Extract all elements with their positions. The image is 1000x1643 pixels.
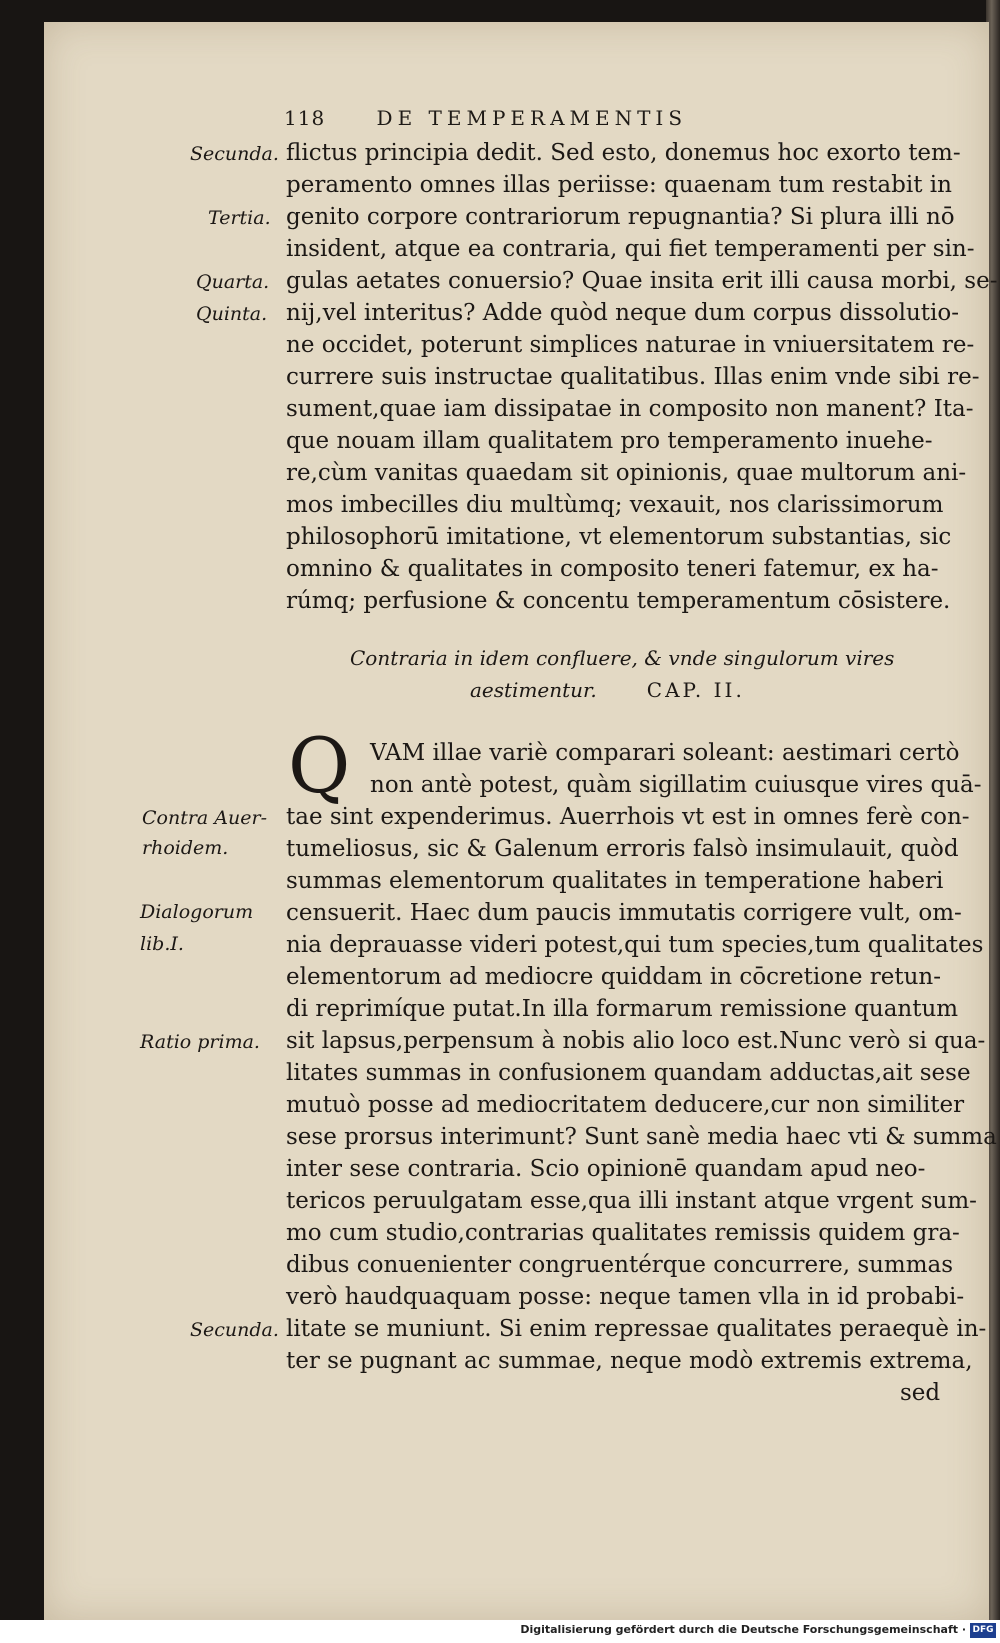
text-line: dibus conuenienter congruentérque concurrere, summas xyxy=(286,1252,954,1278)
text-line: nij,vel interitus? Adde quòd neque dum corpus dissolutio- xyxy=(286,300,959,326)
text-line: ne occidet, poterunt simplices naturae in vniuersitatem re- xyxy=(286,332,975,358)
text-line: peramento omnes illas periisse: quaenam tum restabit in xyxy=(286,172,952,198)
text-line: genito corpore contrariorum repugnantia? Si plura illi nō xyxy=(286,204,955,230)
text-line: gulas aetates conuersio? Quae insita erit illi causa morbi, se- xyxy=(286,268,998,294)
catchword: sed xyxy=(900,1380,941,1406)
margin-note: Contra Auer- xyxy=(142,807,268,829)
footer-credit: Digitalisierung gefördert durch die Deutsche Forschungsgemeinschaft · xyxy=(520,1623,966,1636)
drop-cap: Q xyxy=(288,721,351,810)
text-line: sument,quae iam dissipatae in composito non manent? Ita- xyxy=(286,396,974,422)
margin-note: Secunda. xyxy=(190,1319,279,1341)
text-line: mos imbecilles diu multùmq; vexauit, nos clarissimorum xyxy=(286,492,944,518)
text-line: di reprimíque putat.In illa formarum remissione quantum xyxy=(286,996,959,1022)
chapter-title: Contraria in idem confluere, & vnde singulorum vires xyxy=(350,646,895,670)
text-line: censuerit. Haec dum paucis immutatis corrigere vult, om- xyxy=(286,900,962,926)
text-line: currere suis instructae qualitatibus. Illas enim vnde sibi re- xyxy=(286,364,980,390)
text-line: mutuò posse ad mediocritatem deducere,cur non similiter xyxy=(286,1092,965,1118)
text-line: sese prorsus interimunt? Sunt sanè media haec vti & summa xyxy=(286,1124,997,1150)
text-line: re,cùm vanitas quaedam sit opinionis, quae multorum ani- xyxy=(286,460,967,486)
text-line: litates summas in confusionem quandam adductas,ait sese xyxy=(286,1060,971,1086)
page-number: 118 xyxy=(284,106,326,130)
chapter-title-end: aestimentur. xyxy=(470,678,597,702)
text-line: VAM illae variè comparari soleant: aestimari certò xyxy=(370,740,960,766)
text-line: que nouam illam qualitatem pro temperamento inuehe- xyxy=(286,428,933,454)
chapter-title-continued xyxy=(470,678,745,702)
running-title: DE TEMPERAMENTIS xyxy=(376,106,688,130)
text-line: ter se pugnant ac summae, neque modò extremis extrema, xyxy=(286,1348,973,1374)
footer-bar xyxy=(0,1620,1000,1643)
margin-note: Quarta. xyxy=(196,271,270,293)
text-line: philosophorū imitatione, vt elementorum substantias, sic xyxy=(286,524,952,550)
text-line: summas elementorum qualitates in temperatione haberi xyxy=(286,868,944,894)
text-line: non antè potest, quàm sigillatim cuiusque vires quā- xyxy=(370,772,982,798)
margin-note: Quinta. xyxy=(196,303,268,325)
text-line: litate se muniunt. Si enim repressae qualitates peraequè in- xyxy=(286,1316,987,1342)
text-line: rúmq; perfusione & concentu temperamentum cōsistere. xyxy=(286,588,951,614)
margin-note: lib.I. xyxy=(140,933,184,955)
margin-note: Ratio prima. xyxy=(140,1031,260,1053)
text-line: verò haudquaquam posse: neque tamen vlla in id probabi- xyxy=(286,1284,965,1310)
text-line: inter sese contraria. Scio opinionē quandam apud neo- xyxy=(286,1156,926,1182)
chapter-number: CAP. II. xyxy=(646,678,745,702)
text-line: elementorum ad mediocre quiddam in cōcretione retun- xyxy=(286,964,942,990)
text-line: sit lapsus,perpensum à nobis alio loco est.Nunc verò si qua- xyxy=(286,1028,986,1054)
margin-note: rhoidem. xyxy=(142,837,229,859)
text-line: insident, atque ea contraria, qui fiet temperamenti per sin- xyxy=(286,236,975,262)
margin-note: Secunda. xyxy=(190,143,279,165)
text-line: flictus principia dedit. Sed esto, donemus hoc exorto tem- xyxy=(286,140,961,166)
text-line: nia deprauasse videri potest,qui tum species,tum qualitates xyxy=(286,932,984,958)
text-line: tericos peruulgatam esse,qua illi instant atque vrgent sum- xyxy=(286,1188,977,1214)
margin-note: Tertia. xyxy=(208,207,271,229)
text-line: omnino & qualitates in composito teneri fatemur, ex ha- xyxy=(286,556,939,582)
running-head xyxy=(284,106,764,130)
text-line: mo cum studio,contrarias qualitates remissis quidem gra- xyxy=(286,1220,960,1246)
dfg-logo-icon: DFG xyxy=(970,1623,996,1638)
text-line: tae sint expenderimus. Auerrhois vt est in omnes ferè con- xyxy=(286,804,970,830)
text-line: tumeliosus, sic & Galenum erroris falsò insimulauit, quòd xyxy=(286,836,959,862)
margin-note: Dialogorum xyxy=(140,901,254,923)
